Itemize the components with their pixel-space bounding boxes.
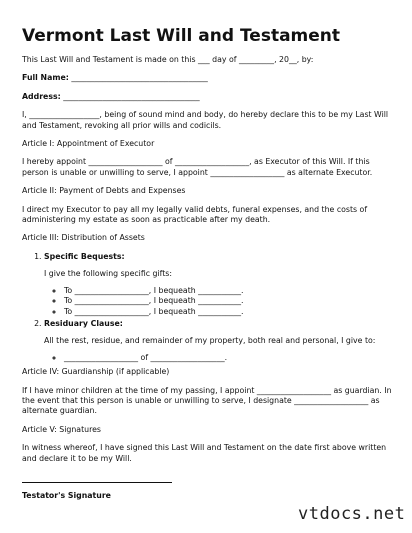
full-name-line: ___________________________________	[71, 73, 208, 83]
article5-text: In witness whereof, I have signed this Last Will and Testament on the date first above written and declare it to be my Will.	[22, 443, 387, 463]
bequest-list	[44, 286, 394, 317]
full-name-label: Full Name:	[22, 73, 69, 83]
article3-title: Article III: Distribution of Assets	[22, 233, 145, 243]
specific-bequests-intro: I give the following specific gifts:	[44, 269, 172, 279]
residuary-clause-heading: 2. Residuary Clause:	[44, 318, 123, 328]
article4-text: If I have minor children at the time of my passing, I appoint ___________________ as guardian. In the event that this person is unable or unwilling to serve, I designate ___________________ as alternate guardian.	[22, 385, 392, 416]
specific-bequests-item	[44, 252, 394, 317]
article5-title: Article V: Signatures	[22, 424, 101, 434]
declaration-text: I, __________________, being of sound mind and body, do hereby declare this to be my Last Will and Testament, revoking all prior wills and codicils.	[22, 110, 389, 130]
address-row	[22, 92, 394, 102]
residuary-beneficiary-item: ◦ ___________________ of ___________________.	[64, 353, 394, 363]
specific-bequests-heading: 1. Specific Bequests:	[44, 251, 125, 261]
residuary-clause-text: All the rest, residue, and remainder of my property, both real and personal, I give to:	[44, 336, 376, 346]
article2-text: I direct my Executor to pay all my legally valid debts, funeral expenses, and the costs of administering my estate as soon as practicable after my death.	[22, 204, 368, 225]
footer-watermark: vtdocs.net	[298, 504, 406, 524]
bequest-item: ◦ To ___________________, I bequeath ___________.	[64, 296, 394, 306]
bequest-item: ◦ To ___________________, I bequeath ___________.	[64, 307, 394, 317]
article2-title: Article II: Payment of Debts and Expenses	[22, 186, 186, 196]
article4-title: Article IV: Guardianship (if applicable)	[22, 367, 170, 377]
address-label: Address:	[22, 91, 61, 101]
address-line: ___________________________________	[63, 91, 200, 101]
article1-title: Article I: Appointment of Executor	[22, 139, 155, 149]
bequest-item: ◦ To ___________________, I bequeath ___________.	[64, 286, 394, 296]
signature-label: Testator's Signature	[22, 490, 111, 500]
document-title: Vermont Last Will and Testament	[22, 26, 341, 46]
article1-text: I hereby appoint ___________________ of ___________________, as Executor of this Will. If this person is unable or unwilling to serve, I appoint ___________________ as alternate Executor.	[22, 157, 373, 177]
intro-text: This Last Will and Testament is made on this ___ day of _________, 20__, by:	[22, 55, 314, 64]
distribution-list	[22, 252, 394, 363]
residuary-list	[44, 353, 394, 363]
will-document	[22, 26, 394, 501]
signature-line	[22, 482, 172, 483]
full-name-row	[22, 73, 394, 83]
residuary-clause-item	[44, 319, 394, 363]
